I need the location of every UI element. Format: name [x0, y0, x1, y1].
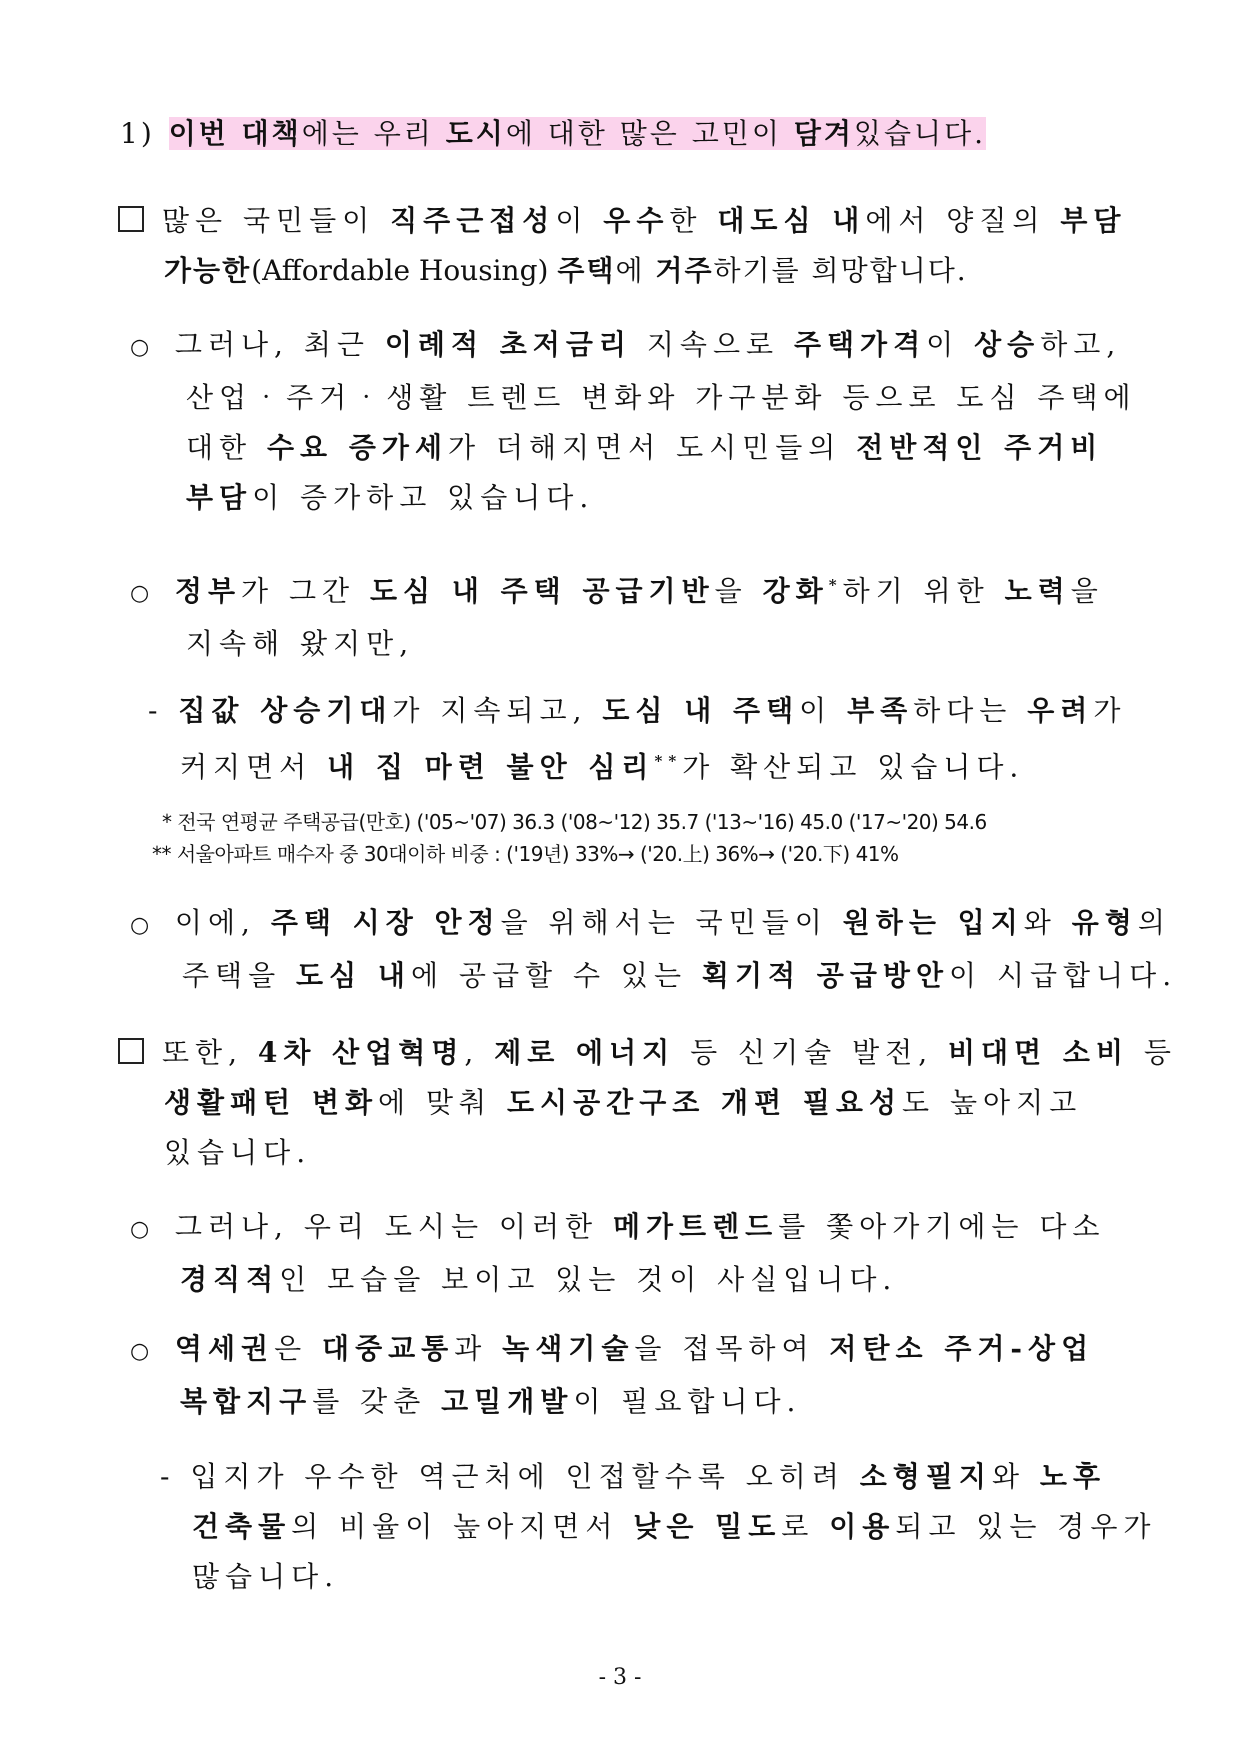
- checkbox-square-icon: [118, 1038, 144, 1064]
- circle-bullet-icon: ○: [130, 335, 156, 360]
- paragraph-line: 많은 국민들이 직주근접성이 우수한 대도심 내에서 양질의 부담: [118, 196, 1126, 246]
- paragraph-line: ○ 이에, 주택 시장 안정을 위해서는 국민들이 원하는 입지와 유형의: [130, 898, 1177, 951]
- paragraph-line: - 입지가 우수한 역근처에 인접할수록 오히려 소형필지와 노후: [160, 1460, 1107, 1493]
- paragraph-line: 복합지구를 갖춘 고밀개발이 필요합니다.: [180, 1385, 802, 1418]
- circle-bullet-icon: ○: [130, 1339, 156, 1364]
- heading-highlight: 담겨: [793, 117, 854, 150]
- bullet-paragraph-2b: [130, 1324, 1094, 1427]
- footnote-line: * 전국 연평균 주택공급(만호) ('05~'07) 36.3 ('08~'12) 35.7 ('13~'16) 45.0 ('17~'20) 54.6: [162, 810, 987, 834]
- dash-paragraph-1c: [148, 686, 1126, 792]
- paragraph-line: ○ 정부가 그간 도심 내 주택 공급기반을 강화*하기 위한 노력을: [130, 560, 1104, 619]
- bullet-paragraph-1b: [130, 560, 1104, 669]
- bullet-paragraph-1a: [130, 320, 1137, 523]
- heading-number: 1): [120, 117, 155, 150]
- paragraph-line: 부담이 증가하고 있습니다.: [186, 481, 595, 514]
- paragraph-line: ○ 그러나, 우리 도시는 이러한 메가트렌드를 쫓아가기에는 다소: [130, 1202, 1105, 1255]
- box-paragraph-1: [118, 196, 1126, 296]
- paragraph-line: 경직적인 모습을 보이고 있는 것이 사실입니다.: [180, 1263, 898, 1296]
- paragraph-line: 생활패턴 변화에 맞춰 도시공간구조 개편 필요성도 높아지고: [164, 1086, 1083, 1119]
- paragraph-line: 있습니다.: [164, 1136, 312, 1169]
- paragraph-line: ○ 역세권은 대중교통과 녹색기술을 접목하여 저탄소 주거-상업: [130, 1324, 1094, 1377]
- dash-bullet: -: [160, 1460, 191, 1493]
- dash-paragraph-2c: [160, 1452, 1156, 1602]
- paragraph-line: 지속해 왔지만,: [186, 627, 415, 661]
- box-paragraph-2: [118, 1028, 1177, 1178]
- paragraph-line: 커지면서 내 집 마련 불안 심리**가 확산되고 있습니다.: [180, 750, 1025, 784]
- paragraph-line: 대한 수요 증가세가 더해지면서 도시민들의 전반적인 주거비: [186, 431, 1104, 464]
- paragraph-line: - 집값 상승기대가 지속되고, 도심 내 주택이 부족하다는 우려가: [148, 694, 1127, 727]
- paragraph-line: 가능한(Affordable Housing) 주택에 거주하기를 희망합니다.: [164, 254, 968, 287]
- footnote-line: ** 서울아파트 매수자 중 30대이하 비중 : ('19년) 33%→ ('20.上) 36%→ ('20.下) 41%: [152, 842, 899, 866]
- circle-bullet-icon: ○: [130, 581, 156, 607]
- circle-bullet-icon: ○: [130, 1217, 156, 1242]
- paragraph-line: 많습니다.: [192, 1560, 340, 1593]
- dash-bullet: -: [148, 694, 179, 727]
- bullet-paragraph-2a: [130, 1202, 1105, 1305]
- checkbox-square-icon: [118, 206, 144, 232]
- paragraph-line: 또한, 4차 산업혁명, 제로 에너지 등 신기술 발전, 비대면 소비 등: [118, 1028, 1177, 1078]
- section-heading: [120, 112, 986, 152]
- paragraph-line: 주택을 도심 내에 공급할 수 있는 획기적 공급방안이 시급합니다.: [182, 959, 1178, 992]
- heading-text: 있습니다.: [853, 117, 987, 150]
- paragraph-line: 산업‧주거‧생활 트렌드 변화와 가구분화 등으로 도심 주택에: [186, 381, 1137, 414]
- footnote: [162, 806, 987, 838]
- footnote: [152, 838, 899, 870]
- paragraph-line: 건축물의 비율이 높아지면서 낮은 밀도로 이용되고 있는 경우가: [192, 1510, 1157, 1543]
- bullet-paragraph-1d: [130, 898, 1177, 1001]
- heading-text: 에는 우리: [301, 117, 446, 150]
- heading-text: 에 대한 많은 고민이: [505, 117, 794, 150]
- page-number: - 3 -: [598, 1665, 642, 1690]
- paragraph-line: ○ 그러나, 최근 이례적 초저금리 지속으로 주택가격이 상승하고,: [130, 320, 1137, 373]
- heading-highlight: 이번 대책: [168, 117, 302, 150]
- circle-bullet-icon: ○: [130, 913, 156, 938]
- heading-highlight: 도시: [445, 117, 506, 150]
